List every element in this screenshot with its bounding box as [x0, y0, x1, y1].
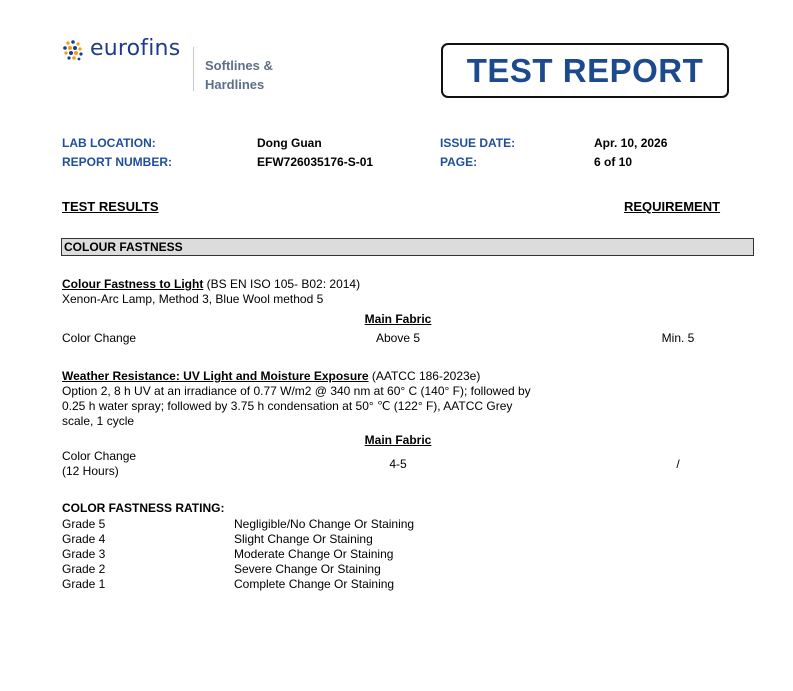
weather-standard: (AATCC 186-2023e) [368, 369, 481, 383]
grade-4-label: Grade 4 [62, 532, 106, 546]
colour-fastness-heading: COLOUR FASTNESS [64, 240, 183, 254]
division-line-2: Hardlines [205, 77, 265, 92]
report-title-box [441, 43, 729, 98]
light-title: Colour Fastness to Light [62, 277, 204, 291]
weather-desc-line2: 0.25 h water spray; followed by 3.75 h condensation at 50° ℃ (122° F), AATCC Grey [62, 399, 513, 413]
division-line-1: Softlines & [205, 58, 273, 73]
grade-2-desc: Severe Change Or Staining [234, 562, 381, 576]
light-method: Xenon-Arc Lamp, Method 3, Blue Wool method 5 [62, 292, 324, 306]
light-title-line [62, 277, 360, 291]
rating-title: COLOR FASTNESS RATING: [62, 501, 225, 515]
eurofins-logo-icon [62, 40, 86, 64]
light-fabric-header: Main Fabric [364, 312, 432, 326]
test-results-heading: TEST RESULTS [62, 199, 159, 214]
weather-desc-line1: Option 2, 8 h UV at an irradiance of 0.77 W/m2 @ 340 nm at 60° C (140° F); followed by [62, 384, 531, 398]
report-number-label: REPORT NUMBER: [62, 155, 172, 169]
grade-4-desc: Slight Change Or Staining [234, 532, 373, 546]
issue-date-value: Apr. 10, 2026 [594, 136, 668, 150]
logo-text: eurofins [90, 36, 181, 61]
report-title: TEST REPORT [466, 51, 704, 89]
grade-2-label: Grade 2 [62, 562, 106, 576]
requirement-heading: REQUIREMENT [624, 199, 721, 214]
light-row-result: Above 5 [375, 331, 421, 345]
weather-row-result: 4-5 [389, 457, 407, 471]
weather-row-label-2: (12 Hours) [62, 464, 119, 478]
lab-location-value: Dong Guan [257, 136, 322, 150]
page-value: 6 of 10 [594, 155, 633, 169]
grade-1-desc: Complete Change Or Staining [234, 577, 395, 591]
weather-row-label-1: Color Change [62, 449, 137, 463]
grade-5-label: Grade 5 [62, 517, 106, 531]
light-row-label: Color Change [62, 331, 137, 345]
colour-fastness-bar [61, 238, 754, 256]
page-label: PAGE: [440, 155, 478, 169]
weather-desc-line3: scale, 1 cycle [62, 414, 135, 428]
logo-divider [193, 47, 194, 91]
weather-row-requirement: / [676, 457, 680, 471]
report-number-value: EFW726035176-S-01 [257, 155, 374, 169]
weather-title: Weather Resistance: UV Light and Moisture Exposure [62, 369, 369, 383]
issue-date-label: ISSUE DATE: [440, 136, 516, 150]
grade-3-desc: Moderate Change Or Staining [234, 547, 394, 561]
grade-5-desc: Negligible/No Change Or Staining [234, 517, 415, 531]
lab-location-label: LAB LOCATION: [62, 136, 156, 150]
light-row-requirement: Min. 5 [661, 331, 695, 345]
grade-1-label: Grade 1 [62, 577, 106, 591]
grade-3-label: Grade 3 [62, 547, 106, 561]
weather-fabric-header: Main Fabric [364, 433, 432, 447]
light-standard: (BS EN ISO 105- B02: 2014) [203, 277, 361, 291]
weather-title-line [62, 369, 480, 383]
